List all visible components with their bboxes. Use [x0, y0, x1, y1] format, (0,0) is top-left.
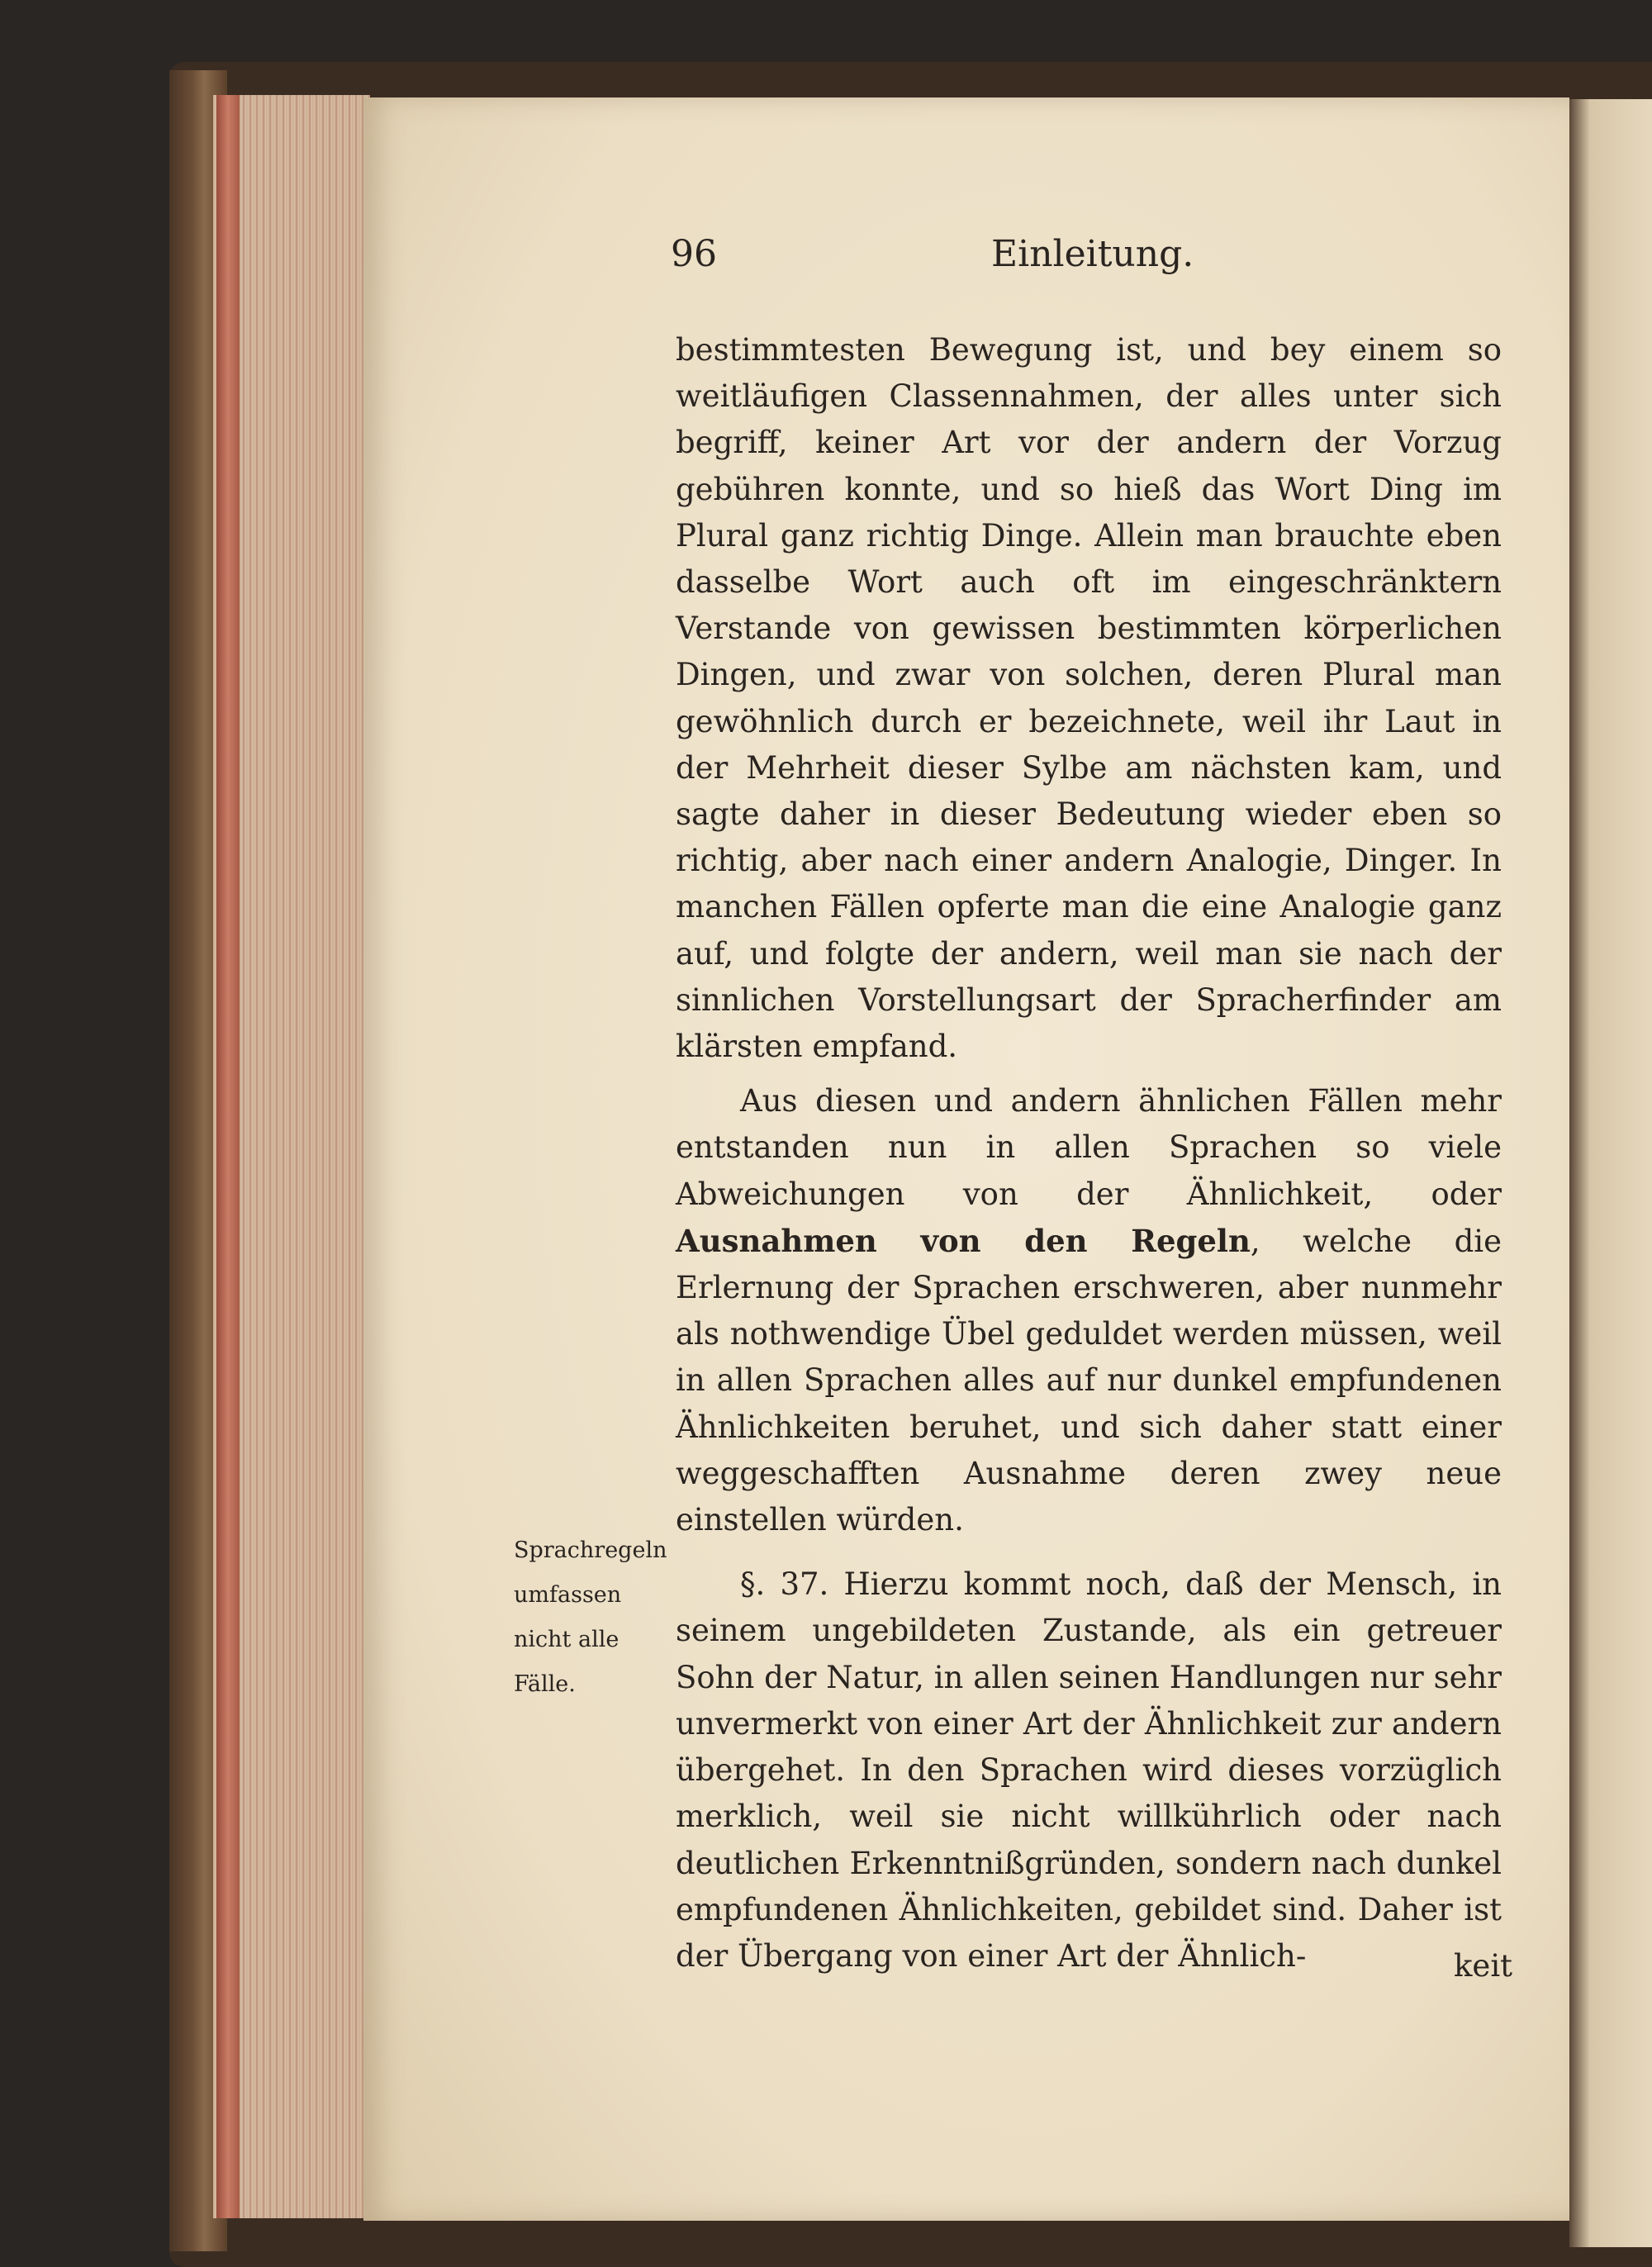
paragraph-2-emphasis: Ausnahmen von den Regeln — [676, 1222, 1251, 1259]
page-header — [671, 233, 1501, 283]
running-title: Einleitung. — [991, 233, 1194, 275]
paragraph-2 — [676, 1078, 1502, 1543]
margin-note: Sprachregeln umfassen nicht alle Fälle. — [514, 1537, 667, 1697]
catchword: keit — [1454, 1948, 1513, 1984]
paragraph-1: bestimmtesten Bewegung ist, und bey einem so weitläufigen Classennahmen, der alles unter sich begriff, keiner Art vor der andern der Vorzug gebühren konnte, und so hieß das Wort Ding im Plural ganz richtig Dinge. Allein man brauchte eben dasselbe Wort auch oft im eingeschränktern Verstande von gewissen bestimmten körperlichen Dingen, und zwar von solchen, deren Plural man gewöhnlich durch er bezeichnete, weil ihr Laut in der Mehrheit dieser Sylbe am nächsten kam, und sagte daher in dieser Bedeutung wieder eben so richtig, aber nach einer andern Analogie, Dinger. In manchen Fällen opferte man die eine Analogie ganz auf, und folgte der andern, weil man sie nach der sinnlichen Vorstellungsart der Spracherfinder am klärsten empfand. — [676, 332, 1502, 1065]
facing-page-edge — [1569, 99, 1652, 2247]
page-number: 96 — [671, 233, 717, 275]
paragraph-3: §. 37. Hierzu kommt noch, daß der Mensch, in seinem ungebildeten Zustande, als ein getreuer Sohn der Natur, in allen seinen Handlungen nur sehr unvermerkt von einer Art der Ähnlichkeit zur andern übergehet. In den Sprachen wird dieses vorzüglich merklich, weil sie nicht willkührlich oder nach deutlichen Erkenntnißgründen, sondern nach dunkel empfundenen Ähnlichkeiten, gebildet sind. Daher ist der Übergang von einer Art der Ähnlich- — [676, 1566, 1502, 1974]
paragraph-2-text-a: Aus diesen und andern ähnlichen Fällen mehr entstanden nun in allen Sprachen so viele Abweichungen von der Ähnlichkeit, oder — [676, 1083, 1502, 1212]
body-text — [676, 327, 1502, 1979]
paragraph-2-text-b: , welche die Erlernung der Sprachen erschweren, aber nunmehr als nothwendige Übel geduldet werden müssen, weil in allen Sprachen alles auf nur dunkel empfundenen Ähnlichkeiten beruhet, und sich daher statt einer weggeschafften Ausnahme deren zwey neue einstellen würden. — [676, 1223, 1502, 1538]
red-edge-stain — [216, 95, 240, 2218]
